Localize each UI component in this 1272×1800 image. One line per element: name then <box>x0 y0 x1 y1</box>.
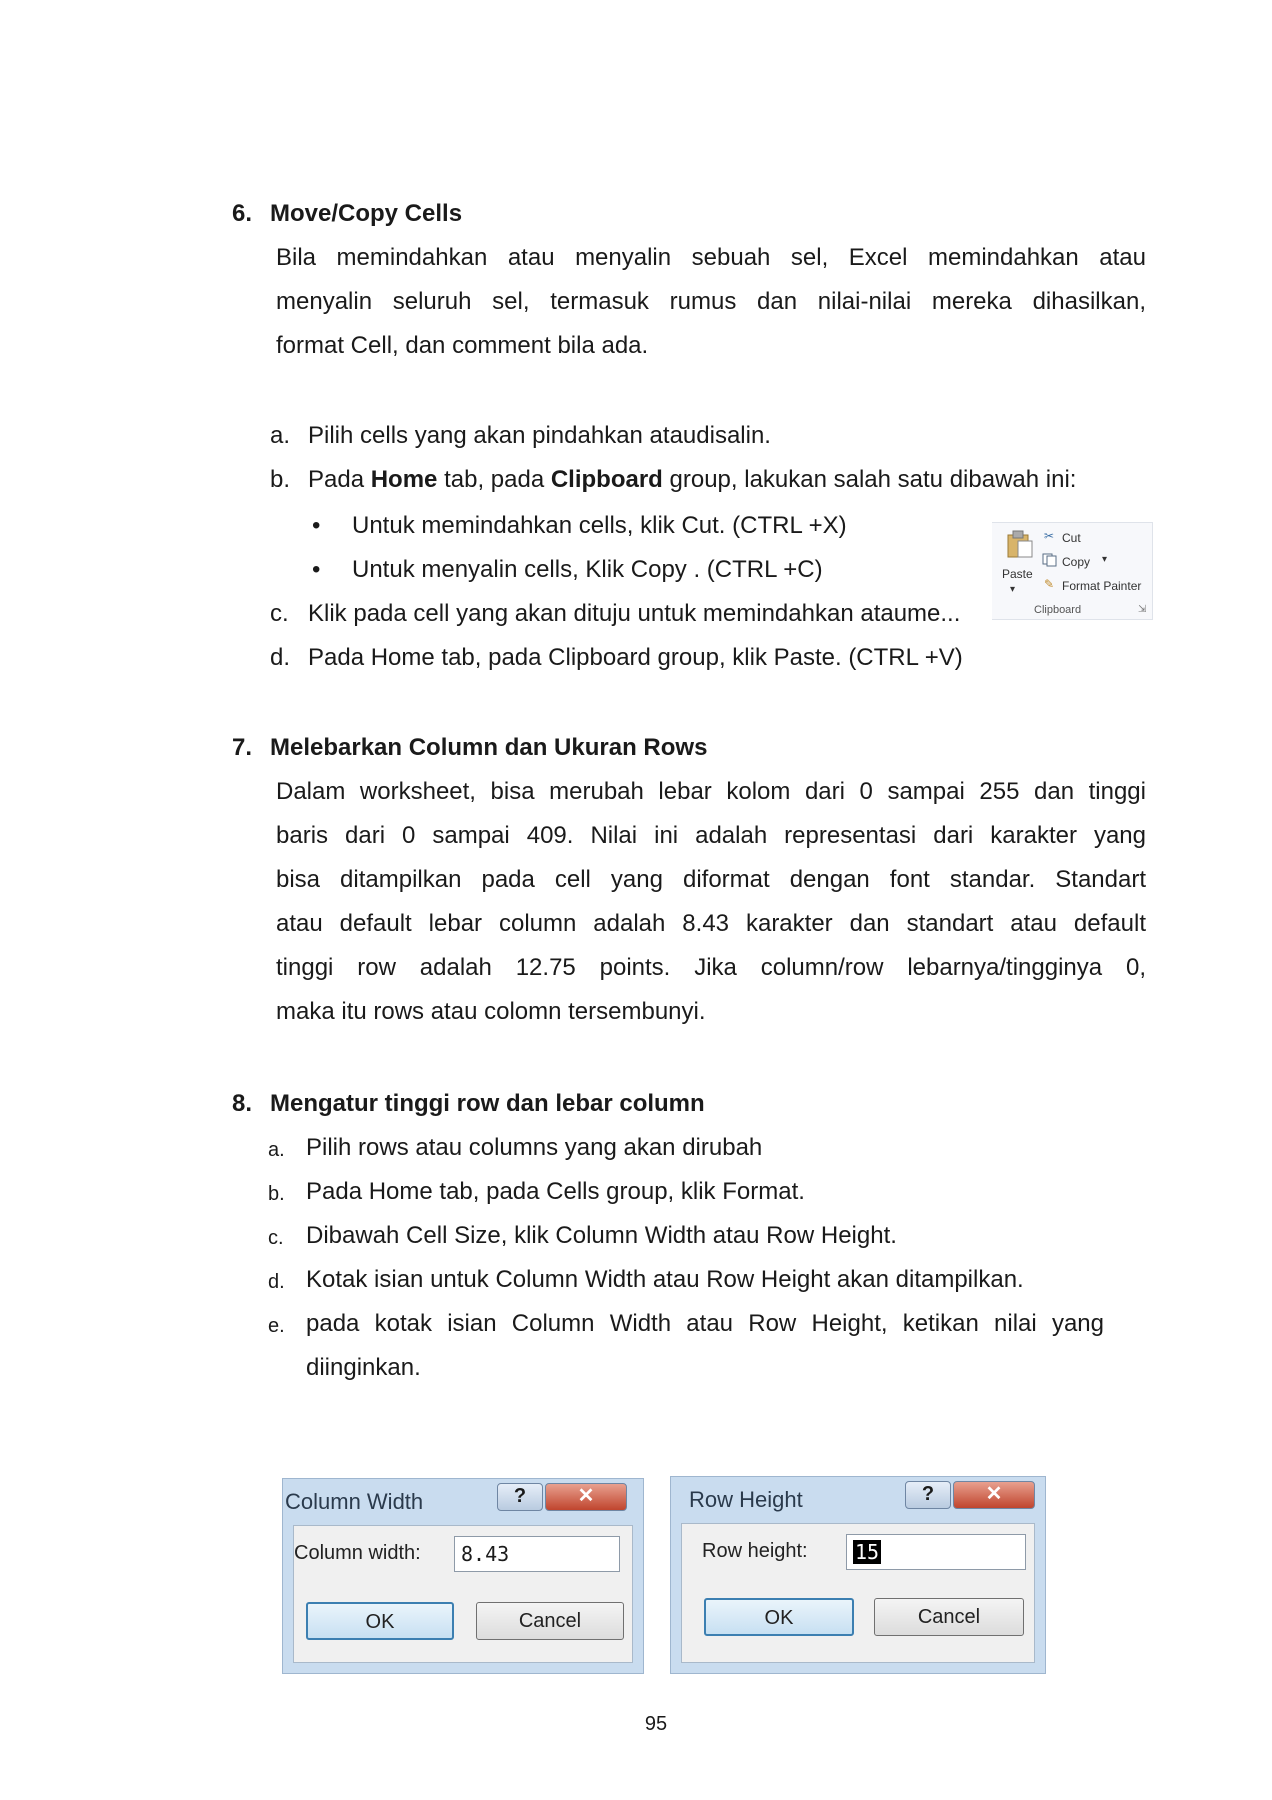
help-icon: ? <box>921 1483 935 1505</box>
section-7-para-line-4: atau default lebar column adalah 8.43 karakter dan standart atau default <box>276 910 1146 937</box>
help-button[interactable] <box>905 1481 951 1509</box>
row-height-dialog-body <box>681 1523 1035 1663</box>
cancel-button[interactable]: Cancel <box>476 1602 624 1640</box>
column-width-label: Column width: <box>294 1542 421 1564</box>
section-7-para-line-3: bisa ditampilkan pada cell yang diformat dengan font standar. Standart <box>276 866 1146 893</box>
item-8c-text: Dibawah Cell Size, klik Column Width atau Row Height. <box>306 1222 897 1249</box>
paste-label[interactable]: Paste <box>1002 567 1033 581</box>
bullet-2-text: Untuk menyalin cells, Klik Copy . (CTRL +C) <box>352 556 823 583</box>
item-6a-text: Pilih cells yang akan pindahkan ataudisalin. <box>308 422 771 449</box>
row-height-label: Row height: <box>702 1540 808 1562</box>
item-8d-letter: d. <box>268 1271 285 1293</box>
cancel-button[interactable]: Cancel <box>874 1598 1024 1636</box>
row-height-value: 15 <box>855 1540 880 1564</box>
help-icon: ? <box>513 1485 527 1507</box>
column-width-dialog-title: Column Width <box>285 1489 424 1514</box>
item-8d-text: Kotak isian untuk Column Width atau Row Height akan ditampilkan. <box>306 1266 1024 1293</box>
item-6c-text: Klik pada cell yang akan dituju untuk memindahkan ataume... <box>308 600 961 627</box>
item-8b-letter: b. <box>268 1183 285 1205</box>
bullet-1-text: Untuk memindahkan cells, klik Cut. (CTRL +X) <box>352 512 847 539</box>
ok-button[interactable]: OK <box>704 1598 854 1636</box>
copy-label[interactable]: Copy <box>1062 555 1091 569</box>
section-7-para-line-1: Dalam worksheet, bisa merubah lebar kolom dari 0 sampai 255 dan tinggi <box>276 778 1146 805</box>
item-6b-letter: b. <box>270 466 291 493</box>
close-icon: ✕ <box>985 1483 1003 1505</box>
cut-label[interactable]: Cut <box>1062 531 1081 545</box>
item-8a-letter: a. <box>268 1139 285 1161</box>
item-6d-text: Pada Home tab, pada Clipboard group, klik Paste. (CTRL +V) <box>308 644 963 671</box>
section-7-para-line-6: maka itu rows atau colomn tersembunyi. <box>276 998 706 1025</box>
copy-dropdown-icon[interactable]: ▾ <box>1102 554 1108 565</box>
paste-dropdown-icon[interactable]: ▾ <box>1010 584 1016 595</box>
item-6d-letter: d. <box>270 644 291 671</box>
bullet-1-mark: • <box>312 512 321 539</box>
section-6-para-line-1: Bila memindahkan atau menyalin sebuah sel, Excel memindahkan atau <box>276 244 1146 271</box>
item-8e-text: pada kotak isian Column Width atau Row Height, ketikan nilai yang <box>306 1310 1104 1337</box>
section-6-title: Move/Copy Cells <box>270 200 463 227</box>
ok-button[interactable]: OK <box>306 1602 454 1640</box>
row-height-input[interactable] <box>846 1534 1026 1570</box>
item-8b-text: Pada Home tab, pada Cells group, klik Format. <box>306 1178 805 1205</box>
item-8e-letter: e. <box>268 1315 285 1337</box>
column-width-input[interactable]: 8.43 <box>454 1536 620 1572</box>
section-8-number: 8. <box>232 1090 253 1117</box>
section-7-para-line-2: baris dari 0 sampai 409. Nilai ini adalah representasi dari karakter yang <box>276 822 1146 849</box>
section-6-number: 6. <box>232 200 253 227</box>
format-painter-label[interactable]: Format Painter <box>1062 579 1142 593</box>
item-6c-letter: c. <box>270 600 289 627</box>
clipboard-ribbon-group <box>992 522 1153 620</box>
row-height-dialog <box>670 1476 1046 1674</box>
paste-icon[interactable] <box>1006 529 1034 559</box>
close-button[interactable] <box>545 1483 627 1511</box>
section-6-para-line-2: menyalin seluruh sel, termasuk rumus dan nilai-nilai mereka dihasilkan, <box>276 288 1146 315</box>
column-width-dialog-body <box>293 1525 633 1663</box>
item-8c-letter: c. <box>268 1227 284 1249</box>
section-7-para-line-5: tinggi row adalah 12.75 points. Jika column/row lebarnya/tingginya 0, <box>276 954 1146 981</box>
row-height-dialog-title: Row Height <box>689 1487 803 1512</box>
item-8e-text-continued: diinginkan. <box>306 1354 421 1381</box>
section-6-para-line-3: format Cell, dan comment bila ada. <box>276 332 649 359</box>
item-6a-letter: a. <box>270 422 291 449</box>
section-8-title: Mengatur tinggi row dan lebar column <box>270 1090 705 1117</box>
item-6b-text: Pada Home tab, pada Clipboard group, lakukan salah satu dibawah ini: <box>308 466 1077 493</box>
section-7-title: Melebarkan Column dan Ukuran Rows <box>270 734 708 761</box>
copy-icon[interactable] <box>1042 553 1058 567</box>
clipboard-group-label: Clipboard <box>1034 604 1082 616</box>
bullet-2-mark: • <box>312 556 321 583</box>
cut-icon[interactable]: ✂ <box>1044 529 1055 543</box>
section-7-number: 7. <box>232 734 253 761</box>
column-width-dialog <box>282 1478 644 1674</box>
close-button[interactable] <box>953 1481 1035 1509</box>
help-button[interactable] <box>497 1483 543 1511</box>
format-painter-icon[interactable]: ✎ <box>1044 577 1055 591</box>
page-number: 95 <box>644 1713 668 1735</box>
close-icon: ✕ <box>577 1485 595 1507</box>
item-8a-text: Pilih rows atau columns yang akan dirubah <box>306 1134 763 1161</box>
dialog-launcher-icon[interactable]: ⇲ <box>1138 604 1147 615</box>
